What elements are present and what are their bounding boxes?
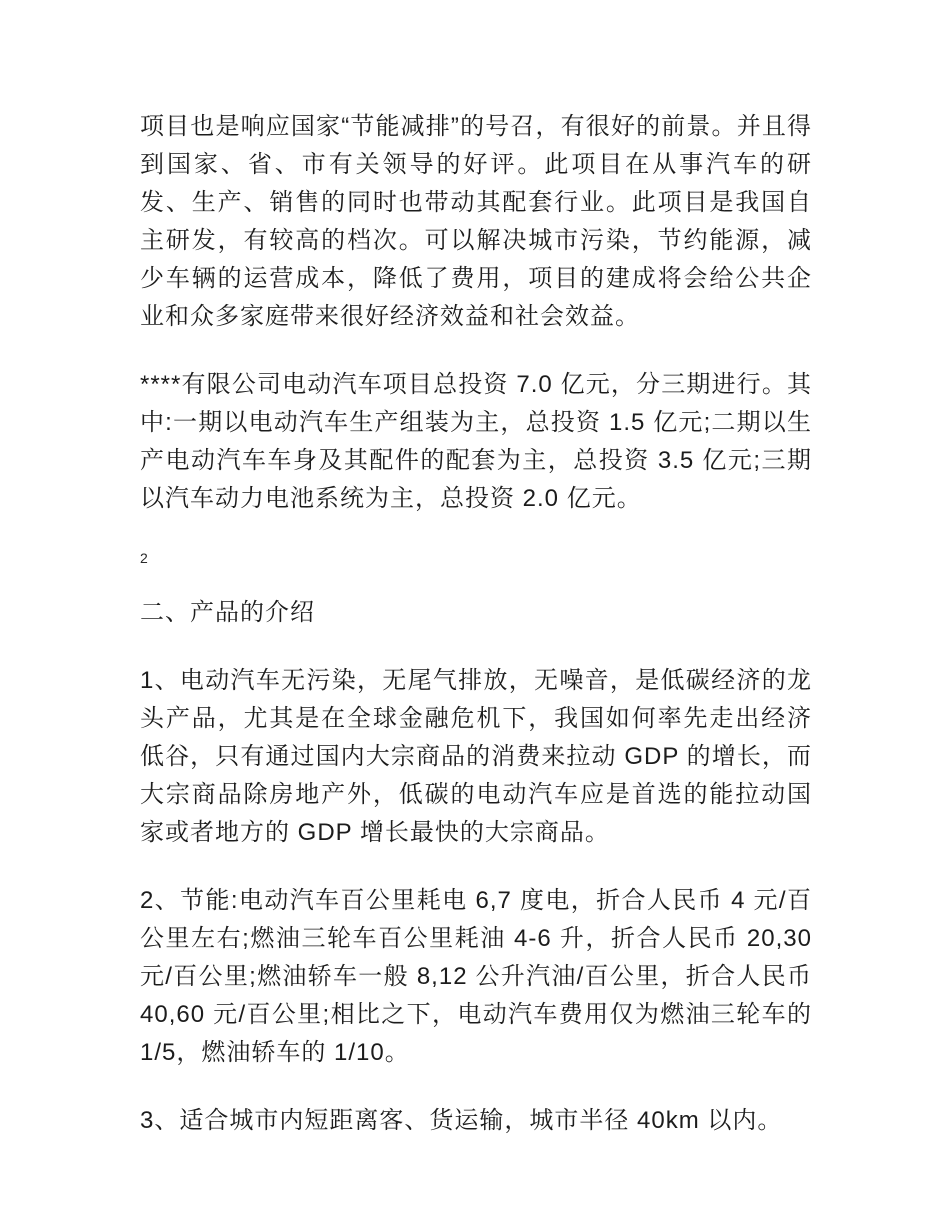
- paragraph-project-prospect: 项目也是响应国家“节能减排”的号召，有很好的前景。并且得到国家、省、市有关领导的好评。此项目在从事汽车的研发、生产、销售的同时也带动其配套行业。此项目是我国自主研发，有较高的档次。可以解决城市污染，节约能源，减少车辆的运营成本，降低了费用，项目的建成将会给公共企业和众多家庭带来很好经济效益和社会效益。: [140, 113, 812, 330]
- paragraph-product-point-3: 3、适合城市内短距离客、货运输，城市半径 40km 以内。: [140, 1107, 783, 1134]
- paragraph-investment-phases: ****有限公司电动汽车项目总投资 7.0 亿元，分三期进行。其中:一期以电动汽车生产组装为主，总投资 1.5 亿元;二期以生产电动汽车车身及其配件的配套为主，总投资 3.5 亿元;三期以汽车动力电池系统为主，总投资 2.0 亿元。: [140, 371, 812, 512]
- document-body: [140, 108, 812, 1140]
- paragraph-product-point-2: 2、节能:电动汽车百公里耗电 6,7 度电，折合人民币 4 元/百公里左右;燃油三轮车百公里耗油 4-6 升，折合人民币 20,30 元/百公里;燃油轿车一般 8,12 公升汽油/百公里，折合人民币 40,60 元/百公里;相比之下，电动汽车费用仅为燃油三轮车的 1/5，燃油轿车的 1/10。: [140, 887, 812, 1066]
- page-number: 2: [140, 550, 148, 566]
- section-heading-product-introduction: 二、产品的介绍: [140, 599, 315, 626]
- paragraph-product-point-1: 1、电动汽车无污染，无尾气排放，无噪音，是低碳经济的龙头产品，尤其是在全球金融危机下，我国如何率先走出经济低谷，只有通过国内大宗商品的消费来拉动 GDP 的增长，而大宗商品除房地产外，低碳的电动汽车应是首选的能拉动国家或者地方的 GDP 增长最快的大宗商品。: [140, 667, 812, 846]
